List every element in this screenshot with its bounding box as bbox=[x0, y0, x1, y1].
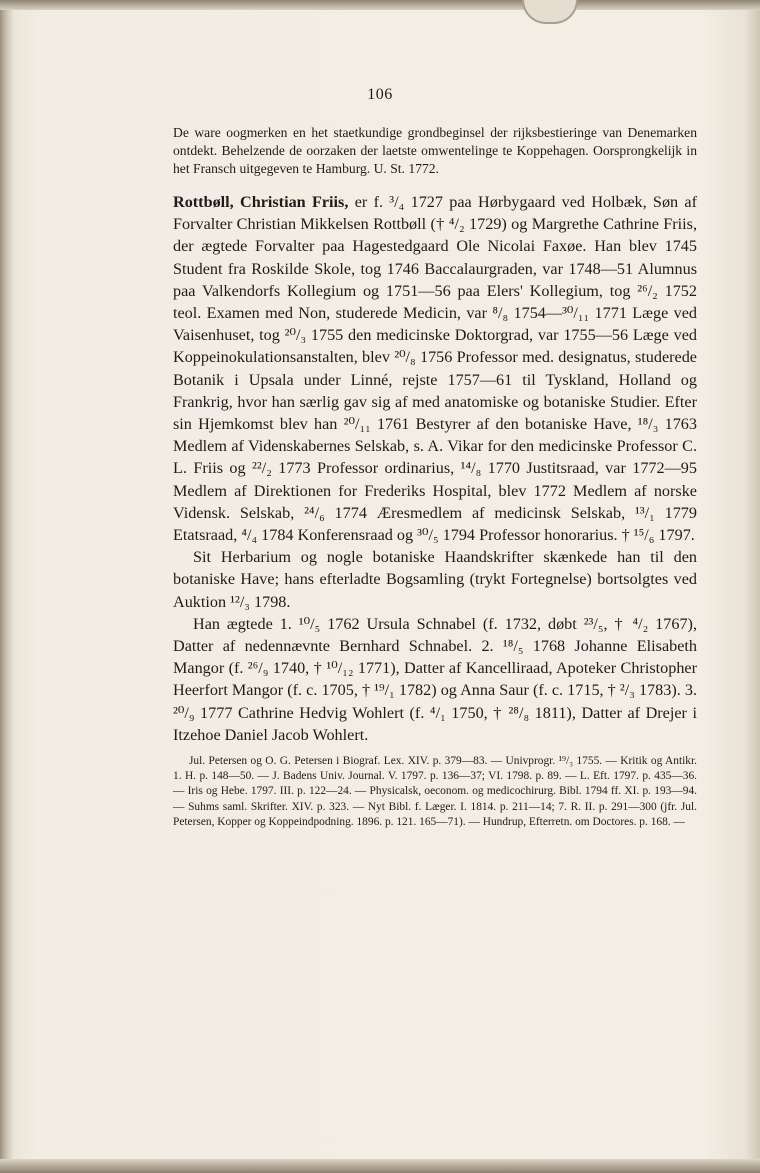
entry-paragraph-3: Han ægtede 1. ¹⁰/₅ 1762 Ursula Schnabel (f. 1732, døbt ²³/₅, † ⁴/₂ 1767), Datter af nedennævnte Bernhard Schnabel. 2. ¹⁸/₅ 1768 Johanne Elisabeth Mangor (f. ²⁶/₉ 1740, † ¹⁰/₁₂ 1771), Datter af Kancelliraad, Apoteker Christopher Heerfort Mangor (f. c. 1705, † ¹⁹/₁ 1782) og Anna Saur (f. c. 1715, † ²/₃ 1783). 3. ²⁰/₉ 1777 Cathrine Hedvig Wohlert (f. ⁴/₁ 1750, † ²⁸/₈ 1811), Datter af Drejer i Itzehoe Daniel Jacob Wohlert. bbox=[173, 614, 697, 744]
page-top-edge bbox=[0, 0, 760, 10]
text-column bbox=[173, 124, 697, 830]
entry-paragraph-2: Sit Herbarium og nogle botaniske Haandskrifter skænkede han til den botaniske Have; hans efterladte Bogsamling (trykt Fortegnelse) bortsolgtes ved Auktion ¹²/₃ 1798. bbox=[173, 548, 697, 611]
page-bottom-edge bbox=[0, 1159, 760, 1173]
page-number: 106 bbox=[367, 86, 393, 103]
entry-paragraph-1 bbox=[173, 191, 697, 546]
entry-biography: er f. ³/₄ 1727 paa Hørbygaard ved Holbæk, Søn af Forvalter Christian Mikkelsen Rottbøll († ⁴/₂ 1729) og Margrethe Cathrine Friis, der ægtede Forvalter paa Hagestedgaard Ole Nicolai Faxøe. Han blev 1745 Student fra Roskilde Skole, tog 1746 Baccalaurgraden, var 1748—51 Alumnus paa Valkendorfs Kollegium og 1751—56 paa Elers' Kollegium, tog ²⁶/₂ 1752 teol. Examen med Non, studerede Medicin, var ⁸/₈ 1754—³⁰/₁₁ 1771 Læge ved Vaisenhuset, tog ²⁰/₃ 1755 den medicinske Doktorgrad, var 1755—56 Læge ved Koppeinokulationsanstalten, blev ²⁰/₈ 1756 Professor med. designatus, studerede Botanik i Upsala under Linné, rejste 1757—61 til Tyskland, Holland og Frankrig, hvor han særlig gav sig af med anatomiske og botaniske Studier. Efter sin Hjemkomst blev han ²⁰/₁₁ 1761 Bestyrer af den botaniske Have, ¹⁸/₃ 1763 Medlem af Videnskabernes Selskab, s. A. Vikar for den medicinske Professor C. L. Friis og ²²/₂ 1773 Professor ordinarius, ¹⁴/₈ 1770 Justitsraad, var 1772—95 Medlem af Direktionen for Frederiks Hospital, blev 1772 Medlem af norske Vidensk. Selskab, ²⁴/₆ 1774 Æresmedlem af medicinsk Selskab, ¹³/₁ 1779 Etatsraad, ⁴/₄ 1784 Konferensraad og ³⁰/₅ 1794 Professor honorarius. † ¹⁵/₆ 1797. bbox=[173, 193, 698, 545]
entry-name: Rottbøll, Christian Friis, bbox=[173, 193, 349, 211]
entry-references: Jul. Petersen og O. G. Petersen i Biograf. Lex. XIV. p. 379—83. — Univprogr. ¹⁹/₃ 1755. — Kritik og Antikr. 1. H. p. 148—50. — J. Badens Univ. Journal. V. 1797. p. 136—37; VI. 1798. p. 89. — L. Eft. 1797. p. 435—36. — Iris og Hebe. 1797. III. p. 122—24. — Physicalsk, oeconom. og medicochirurg. Bibl. 1794 ff. XI. p. 193—94. — Suhms saml. Skrifter. XIV. p. 323. — Nyt Bibl. f. Læger. I. 1814. p. 211—14; 7. R. II. p. 291—300 (jfr. Jul. Petersen, Kopper og Koppeindpodning. 1896. p. 121. 165—71). — Hundrup, Efterretn. om Doctores. p. 168. — bbox=[173, 755, 697, 828]
paper-clip-mark bbox=[522, 0, 578, 24]
previous-entry-text: De ware oogmerken en het staetkundige grondbeginsel der rijksbestieringe van Denemarken ontdekt. Behelzende de oorzaken der laetste omwentelinge te Koppehagen. Oorsprongkelijk in het Fransch uitgegeven te Hamburg. U. St. 1772. bbox=[173, 125, 697, 176]
